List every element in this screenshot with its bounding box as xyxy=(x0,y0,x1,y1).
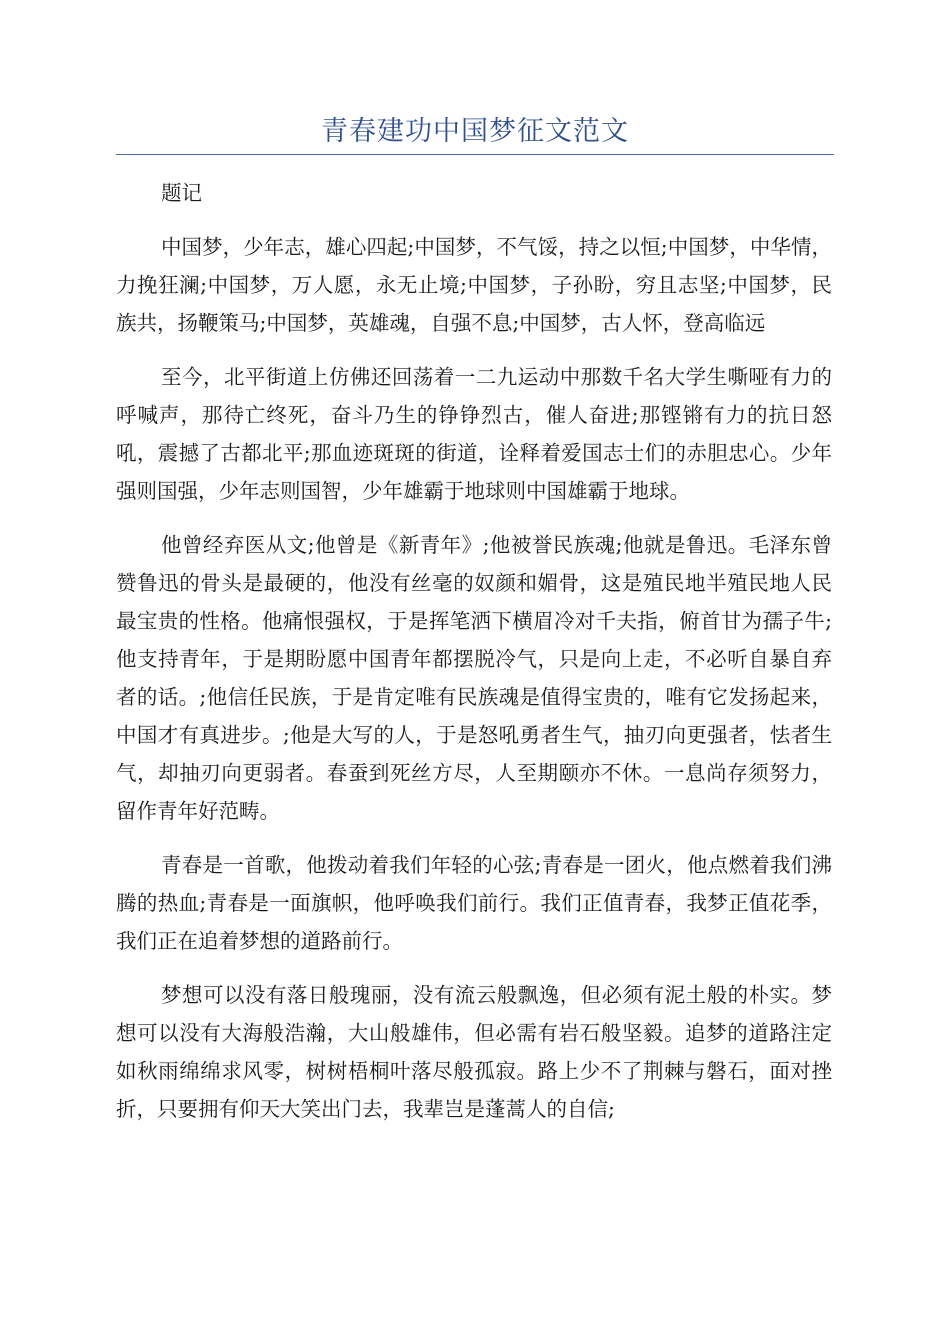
paragraph-epigraph-label: 题记 xyxy=(161,181,202,205)
paragraph: 他曾经弃医从文;他曾是《新青年》;他被誉民族魂;他就是鲁迅。毛泽东曾赞鲁迅的骨头是最硬的，他没有丝毫的奴颜和媚骨，这是殖民地半殖民地人民最宝贵的性格。他痛恨强权，于是挥笔洒下横眉冷对千夫指，俯首甘为孺子牛;他支持青年，于是期盼愿中国青年都摆脱冷气，只是向上走，不必听自暴自弃者的话。;他信任民族，于是肯定唯有民族魂是值得宝贵的，唯有它发扬起来，中国才有真进步。;他是大写的人，于是怒吼勇者生气，抽刃向更强者，怯者生气，却抽刃向更弱者。春蚕到死丝方尽，人至期颐亦不休。一息尚存须努力，留作青年好范畴。 xyxy=(116,533,832,823)
document-title: 青春建功中国梦征文范文 xyxy=(321,116,629,147)
paragraph: 中国梦，少年志，雄心四起;中国梦，不气馁，持之以恒;中国梦，中华情，力挽狂澜;中国梦，万人愿，永无止境;中国梦，子孙盼，穷且志坚;中国梦，民族共，扬鞭策马;中国梦，英雄魂，自强不息;中国梦，古人怀，登高临远 xyxy=(116,235,832,335)
paragraph: 青春是一首歌，他拨动着我们年轻的心弦;青春是一团火，他点燃着我们沸腾的热血;青春是一面旗帜，他呼唤我们前行。我们正值青春，我梦正值花季，我们正在追着梦想的道路前行。 xyxy=(116,853,832,953)
document-body xyxy=(116,174,832,1144)
title-underline-divider xyxy=(116,154,834,155)
paragraph: 至今，北平街道上仿佛还回荡着一二九运动中那数千名大学生嘶哑有力的呼喊声，那待亡终死，奋斗乃生的铮铮烈古，催人奋进;那铿锵有力的抗日怒吼，震撼了古都北平;那血迹斑斑的街道，诠释着爱国志士们的赤胆忠心。少年强则国强，少年志则国智，少年雄霸于地球则中国雄霸于地球。 xyxy=(116,365,832,503)
paragraph: 梦想可以没有落日般瑰丽，没有流云般飘逸，但必须有泥土般的朴实。梦想可以没有大海般浩瀚，大山般雄伟，但必需有岩石般坚毅。追梦的道路注定如秋雨绵绵求风零，树树梧桐叶落尽般孤寂。路上少不了荆棘与磐石，面对挫折，只要拥有仰天大笑出门去，我辈岂是蓬蒿人的自信; xyxy=(116,983,832,1121)
